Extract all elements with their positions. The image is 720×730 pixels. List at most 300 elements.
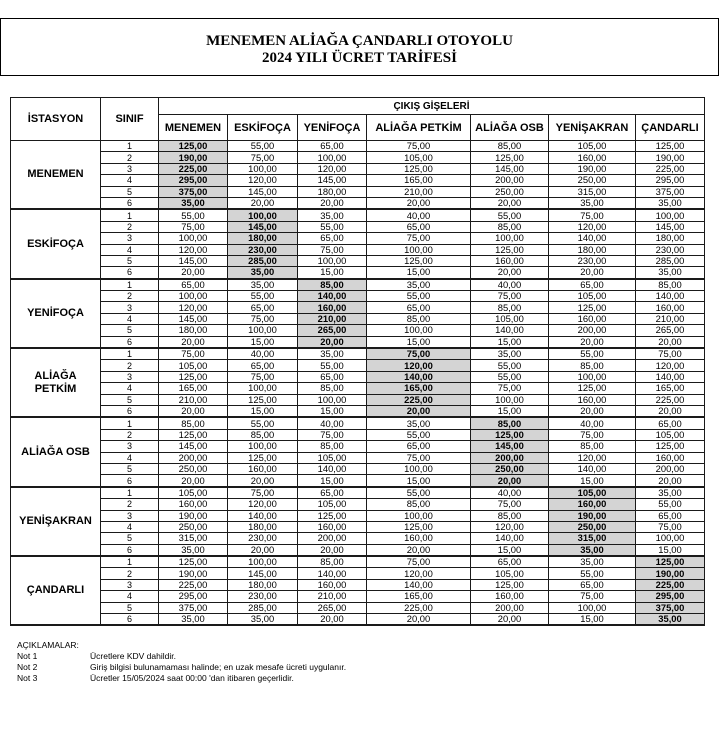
fare-cell: 20,00: [159, 337, 227, 347]
fare-cell: 20,00: [298, 614, 366, 624]
fare-cell: 160,00: [549, 152, 635, 162]
fare-cell: 105,00: [298, 499, 366, 509]
fare-cell: 100,00: [159, 291, 227, 301]
fare-cell: 75,00: [549, 210, 635, 220]
fare-cell: 85,00: [549, 441, 635, 451]
header-exit-candarli: ÇANDARLI: [636, 115, 704, 140]
fare-cell: 55,00: [367, 291, 470, 301]
fare-cell: 75,00: [367, 557, 470, 567]
fare-cell: 140,00: [298, 568, 366, 578]
fare-cell: 140,00: [367, 580, 470, 590]
fare-cell: 145,00: [636, 222, 704, 232]
fare-cell-same-station: 20,00: [367, 406, 470, 416]
fare-cell: 105,00: [159, 360, 227, 370]
fare-cell: 125,00: [298, 511, 366, 521]
fare-cell: 100,00: [159, 233, 227, 243]
class-cell: 6: [101, 267, 158, 277]
fare-cell-same-station: 75,00: [367, 349, 470, 359]
fare-cell: 125,00: [471, 245, 548, 255]
fare-cell: 125,00: [159, 372, 227, 382]
fare-cell: 55,00: [228, 141, 297, 151]
fare-cell: 210,00: [159, 395, 227, 405]
fare-cell: 55,00: [367, 430, 470, 440]
fare-cell-same-station: 20,00: [471, 475, 548, 485]
fare-cell: 85,00: [471, 302, 548, 312]
note-label: Not 3: [17, 673, 38, 683]
fare-cell: 140,00: [549, 233, 635, 243]
fare-cell: 100,00: [549, 603, 635, 613]
class-cell: 2: [101, 568, 158, 578]
fare-cell: 225,00: [159, 580, 227, 590]
fare-cell: 250,00: [159, 464, 227, 474]
fare-cell: 160,00: [159, 499, 227, 509]
fare-cell: 190,00: [636, 152, 704, 162]
fare-cell: 20,00: [549, 406, 635, 416]
fare-cell: 105,00: [367, 152, 470, 162]
class-cell: 6: [101, 545, 158, 555]
fare-cell: 35,00: [298, 349, 366, 359]
fare-cell-same-station: 35,00: [159, 198, 227, 208]
fare-cell: 15,00: [549, 614, 635, 624]
class-cell: 2: [101, 222, 158, 232]
fare-cell-same-station: 125,00: [636, 557, 704, 567]
fare-cell: 265,00: [298, 603, 366, 613]
fare-cell: 55,00: [549, 349, 635, 359]
note-text: Ücretler 15/05/2024 saat 00:00 'dan itibaren geçerlidir.: [90, 673, 294, 683]
fare-cell: 75,00: [228, 372, 297, 382]
fare-cell: 125,00: [159, 557, 227, 567]
fare-cell: 85,00: [471, 141, 548, 151]
fare-cell: 20,00: [471, 198, 548, 208]
fare-cell: 65,00: [159, 280, 227, 290]
fare-cell: 65,00: [636, 418, 704, 428]
fare-cell-same-station: 35,00: [549, 545, 635, 555]
fare-cell: 85,00: [367, 499, 470, 509]
tariff-table: [10, 97, 705, 626]
class-cell: 5: [101, 395, 158, 405]
fare-cell: 180,00: [636, 233, 704, 243]
fare-cell: 105,00: [549, 291, 635, 301]
fare-cell: 295,00: [636, 175, 704, 185]
fare-cell: 55,00: [471, 372, 548, 382]
fare-cell: 65,00: [367, 302, 470, 312]
fare-cell: 125,00: [367, 256, 470, 266]
fare-cell: 75,00: [471, 499, 548, 509]
fare-cell: 75,00: [367, 141, 470, 151]
class-cell: 4: [101, 522, 158, 532]
station-cell: [11, 141, 100, 208]
fare-cell: 15,00: [298, 475, 366, 485]
class-cell: 1: [101, 418, 158, 428]
fare-cell: 125,00: [367, 164, 470, 174]
fare-cell: 120,00: [549, 453, 635, 463]
fare-cell: 20,00: [228, 545, 297, 555]
class-cell: 2: [101, 360, 158, 370]
fare-cell: 15,00: [298, 406, 366, 416]
fare-cell: 55,00: [159, 210, 227, 220]
fare-cell: 65,00: [298, 233, 366, 243]
class-cell: 1: [101, 280, 158, 290]
fare-cell: 165,00: [636, 383, 704, 393]
fare-cell: 105,00: [471, 314, 548, 324]
fare-cell: 295,00: [159, 591, 227, 601]
fare-cell: 180,00: [228, 580, 297, 590]
station-name-line: ÇANDARLI: [26, 584, 85, 597]
fare-cell: 85,00: [471, 511, 548, 521]
class-cell: 5: [101, 464, 158, 474]
station-cell: [11, 210, 100, 277]
fare-cell: 210,00: [636, 314, 704, 324]
fare-cell: 65,00: [471, 557, 548, 567]
fare-cell: 40,00: [367, 210, 470, 220]
fare-cell: 180,00: [549, 245, 635, 255]
fare-cell-same-station: 20,00: [298, 337, 366, 347]
fare-cell: 65,00: [367, 441, 470, 451]
fare-cell: 190,00: [549, 164, 635, 174]
fare-cell: 180,00: [228, 522, 297, 532]
fare-cell: 315,00: [549, 187, 635, 197]
note-text: Ücretlere KDV dahildir.: [90, 651, 176, 661]
fare-cell: 125,00: [471, 580, 548, 590]
fare-cell: 120,00: [471, 522, 548, 532]
fare-cell-same-station: 140,00: [367, 372, 470, 382]
fare-cell: 225,00: [636, 395, 704, 405]
note-label: Not 2: [17, 662, 38, 672]
fare-cell: 105,00: [549, 141, 635, 151]
fare-cell: 35,00: [298, 210, 366, 220]
fare-cell: 55,00: [298, 360, 366, 370]
fare-cell: 15,00: [471, 337, 548, 347]
fare-cell: 35,00: [636, 267, 704, 277]
fare-cell-same-station: 85,00: [471, 418, 548, 428]
fare-cell: 120,00: [159, 302, 227, 312]
fare-cell: 250,00: [471, 187, 548, 197]
fare-cell: 165,00: [367, 175, 470, 185]
station-name-line: YENİFOÇA: [27, 306, 84, 319]
fare-cell-same-station: 180,00: [228, 233, 297, 243]
fare-cell: 160,00: [471, 591, 548, 601]
header-exit-menemen: MENEMEN: [159, 115, 227, 140]
fare-cell-same-station: 125,00: [159, 141, 227, 151]
fare-cell: 125,00: [228, 453, 297, 463]
fare-cell: 120,00: [228, 499, 297, 509]
fare-cell: 160,00: [636, 302, 704, 312]
fare-cell: 160,00: [636, 453, 704, 463]
fare-cell: 210,00: [367, 187, 470, 197]
fare-cell: 230,00: [549, 256, 635, 266]
fare-cell: 120,00: [636, 360, 704, 370]
fare-cell: 100,00: [228, 325, 297, 335]
fare-cell-same-station: 165,00: [367, 383, 470, 393]
fare-cell: 160,00: [367, 533, 470, 543]
fare-cell: 285,00: [228, 603, 297, 613]
fare-cell: 100,00: [636, 533, 704, 543]
fare-cell: 20,00: [367, 198, 470, 208]
fare-cell: 20,00: [159, 267, 227, 277]
fare-cell: 145,00: [159, 314, 227, 324]
fare-cell: 65,00: [549, 580, 635, 590]
fare-cell: 15,00: [298, 267, 366, 277]
note-item: [17, 673, 617, 684]
fare-cell: 200,00: [549, 325, 635, 335]
note-item: [17, 662, 617, 673]
fare-cell: 15,00: [228, 406, 297, 416]
fare-cell: 65,00: [228, 302, 297, 312]
fare-cell-same-station: 145,00: [471, 441, 548, 451]
fare-cell: 75,00: [549, 591, 635, 601]
fare-cell: 225,00: [636, 164, 704, 174]
fare-cell: 20,00: [228, 198, 297, 208]
fare-cell: 15,00: [367, 267, 470, 277]
fare-cell: 200,00: [159, 453, 227, 463]
class-cell: 4: [101, 175, 158, 185]
fare-cell: 75,00: [367, 233, 470, 243]
fare-cell: 20,00: [367, 545, 470, 555]
fare-cell: 145,00: [298, 175, 366, 185]
fare-cell-same-station: 160,00: [549, 499, 635, 509]
fare-cell-same-station: 250,00: [549, 522, 635, 532]
header-exit-yenifoca: YENİFOÇA: [298, 115, 366, 140]
fare-cell: 35,00: [471, 349, 548, 359]
fare-cell: 20,00: [159, 406, 227, 416]
fare-cell-same-station: 200,00: [471, 453, 548, 463]
class-cell: 5: [101, 325, 158, 335]
fare-cell: 35,00: [549, 557, 635, 567]
class-cell: 5: [101, 603, 158, 613]
class-cell: 2: [101, 291, 158, 301]
class-cell: 4: [101, 245, 158, 255]
fare-cell: 145,00: [228, 568, 297, 578]
fare-cell-same-station: 225,00: [367, 395, 470, 405]
fare-cell: 100,00: [228, 441, 297, 451]
fare-cell: 20,00: [636, 406, 704, 416]
fare-cell: 55,00: [549, 568, 635, 578]
class-cell: 6: [101, 198, 158, 208]
fare-cell: 75,00: [228, 314, 297, 324]
fare-cell: 375,00: [159, 603, 227, 613]
fare-cell: 85,00: [298, 441, 366, 451]
note-label: Not 1: [17, 651, 38, 661]
fare-cell: 35,00: [549, 198, 635, 208]
fare-cell: 265,00: [636, 325, 704, 335]
header-station: İSTASYON: [11, 98, 100, 140]
fare-cell: 105,00: [471, 568, 548, 578]
class-cell: 6: [101, 337, 158, 347]
header-exit-eskifoca: ESKİFOÇA: [228, 115, 297, 140]
fare-cell: 375,00: [636, 187, 704, 197]
header-exit-aliaga-osb: ALİAĞA OSB: [471, 115, 548, 140]
station-name-line: ESKİFOÇA: [27, 237, 84, 250]
fare-cell: 20,00: [549, 337, 635, 347]
fare-cell: 65,00: [636, 511, 704, 521]
fare-cell: 75,00: [367, 453, 470, 463]
fare-cell: 105,00: [298, 453, 366, 463]
fare-cell: 15,00: [549, 475, 635, 485]
fare-cell: 140,00: [228, 511, 297, 521]
fare-cell: 225,00: [367, 603, 470, 613]
fare-cell: 75,00: [471, 291, 548, 301]
station-cell: [11, 488, 100, 555]
document-title: MENEMEN ALİAĞA ÇANDARLI OTOYOLU: [206, 33, 513, 49]
fare-cell: 140,00: [549, 464, 635, 474]
fare-cell: 55,00: [298, 222, 366, 232]
fare-cell: 180,00: [298, 187, 366, 197]
fare-cell: 315,00: [159, 533, 227, 543]
fare-cell: 35,00: [367, 280, 470, 290]
fare-cell: 55,00: [636, 499, 704, 509]
station-name-line: YENİŞAKRAN: [19, 514, 92, 527]
fare-cell: 125,00: [636, 141, 704, 151]
fare-cell: 125,00: [549, 383, 635, 393]
fare-cell-same-station: 140,00: [298, 291, 366, 301]
fare-cell: 100,00: [298, 256, 366, 266]
fare-cell: 55,00: [367, 488, 470, 498]
fare-cell-same-station: 230,00: [228, 245, 297, 255]
fare-cell: 100,00: [367, 245, 470, 255]
fare-cell: 145,00: [159, 441, 227, 451]
fare-cell: 15,00: [228, 337, 297, 347]
note-text: Giriş bilgisi bulunamaması halinde; en uzak mesafe ücreti uygulanır.: [90, 662, 347, 672]
fare-cell-same-station: 125,00: [471, 430, 548, 440]
fare-cell: 85,00: [298, 383, 366, 393]
fare-cell: 55,00: [471, 360, 548, 370]
fare-cell: 20,00: [471, 267, 548, 277]
class-cell: 5: [101, 533, 158, 543]
fare-cell: 55,00: [471, 210, 548, 220]
station-cell: [11, 418, 100, 485]
fare-cell: 55,00: [228, 291, 297, 301]
fare-cell-same-station: 160,00: [298, 302, 366, 312]
notes-heading: AÇIKLAMALAR:: [17, 640, 79, 650]
class-cell: 1: [101, 210, 158, 220]
fare-cell: 75,00: [549, 430, 635, 440]
fare-cell: 20,00: [228, 475, 297, 485]
fare-cell: 40,00: [549, 418, 635, 428]
fare-cell: 100,00: [549, 372, 635, 382]
fare-cell-same-station: 35,00: [228, 267, 297, 277]
station-name-line: MENEMEN: [27, 168, 84, 181]
fare-cell: 85,00: [159, 418, 227, 428]
fare-cell-same-station: 190,00: [549, 511, 635, 521]
fare-cell: 140,00: [636, 291, 704, 301]
class-cell: 4: [101, 591, 158, 601]
fare-cell-same-station: 285,00: [228, 256, 297, 266]
fare-cell: 65,00: [298, 372, 366, 382]
fare-cell: 125,00: [159, 430, 227, 440]
class-cell: 5: [101, 187, 158, 197]
fare-cell: 100,00: [228, 383, 297, 393]
fare-cell: 75,00: [471, 383, 548, 393]
fare-cell: 85,00: [298, 557, 366, 567]
class-cell: 5: [101, 256, 158, 266]
fare-cell-same-station: 210,00: [298, 314, 366, 324]
fare-cell: 15,00: [367, 475, 470, 485]
fare-cell: 125,00: [367, 522, 470, 532]
fare-cell: 85,00: [471, 222, 548, 232]
fare-cell: 15,00: [471, 545, 548, 555]
fare-cell: 20,00: [471, 614, 548, 624]
fare-cell: 140,00: [636, 372, 704, 382]
fare-cell: 40,00: [471, 280, 548, 290]
fare-cell: 20,00: [367, 614, 470, 624]
fare-cell: 200,00: [636, 464, 704, 474]
fare-cell: 35,00: [367, 418, 470, 428]
fare-cell: 15,00: [471, 406, 548, 416]
fare-cell: 165,00: [159, 383, 227, 393]
class-cell: 4: [101, 453, 158, 463]
header-class: SINIF: [101, 98, 158, 140]
class-cell: 3: [101, 164, 158, 174]
fare-cell: 250,00: [159, 522, 227, 532]
fare-cell: 35,00: [636, 488, 704, 498]
fare-cell: 100,00: [298, 395, 366, 405]
fare-cell: 65,00: [298, 488, 366, 498]
fare-cell-same-station: 375,00: [636, 603, 704, 613]
fare-cell-same-station: 35,00: [636, 614, 704, 624]
fare-cell: 145,00: [471, 164, 548, 174]
fare-cell: 15,00: [367, 337, 470, 347]
fare-cell: 20,00: [298, 545, 366, 555]
fare-cell: 40,00: [228, 349, 297, 359]
fare-cell: 100,00: [636, 210, 704, 220]
fare-cell: 125,00: [471, 152, 548, 162]
document-subtitle: 2024 YILI ÜCRET TARİFESİ: [262, 50, 457, 66]
class-cell: 6: [101, 406, 158, 416]
fare-cell: 40,00: [298, 418, 366, 428]
fare-cell: 75,00: [636, 522, 704, 532]
fare-cell: 105,00: [159, 488, 227, 498]
fare-cell: 160,00: [228, 464, 297, 474]
fare-cell: 120,00: [549, 222, 635, 232]
fare-cell-same-station: 225,00: [159, 164, 227, 174]
fare-cell: 230,00: [636, 245, 704, 255]
fare-cell: 75,00: [228, 152, 297, 162]
notes-section: [17, 640, 617, 684]
class-cell: 2: [101, 152, 158, 162]
fare-cell: 230,00: [228, 591, 297, 601]
fare-cell: 120,00: [367, 568, 470, 578]
fare-cell: 85,00: [367, 314, 470, 324]
station-cell: [11, 349, 100, 416]
note-item: [17, 651, 617, 662]
fare-cell: 15,00: [636, 545, 704, 555]
fare-cell: 125,00: [549, 302, 635, 312]
fare-cell: 100,00: [298, 152, 366, 162]
class-cell: 3: [101, 511, 158, 521]
header-exits: ÇIKIŞ GİŞELERİ: [159, 98, 704, 114]
fare-cell: 145,00: [159, 256, 227, 266]
fare-cell-same-station: 315,00: [549, 533, 635, 543]
fare-cell: 20,00: [636, 337, 704, 347]
fare-cell: 160,00: [471, 256, 548, 266]
station-name-line: PETKİM: [34, 382, 77, 395]
fare-cell: 65,00: [298, 141, 366, 151]
fare-cell: 160,00: [549, 395, 635, 405]
header-exit-yenisakran: YENİŞAKRAN: [549, 115, 635, 140]
class-cell: 2: [101, 430, 158, 440]
fare-cell: 100,00: [471, 395, 548, 405]
station-name-line: ALİAĞA: [34, 369, 77, 382]
fare-cell: 230,00: [228, 533, 297, 543]
fare-cell: 85,00: [636, 280, 704, 290]
fare-cell-same-station: 120,00: [367, 360, 470, 370]
fare-cell: 160,00: [298, 522, 366, 532]
fare-cell: 100,00: [228, 164, 297, 174]
class-cell: 4: [101, 314, 158, 324]
class-cell: 3: [101, 302, 158, 312]
fare-cell: 190,00: [159, 568, 227, 578]
title-box: [0, 18, 719, 76]
